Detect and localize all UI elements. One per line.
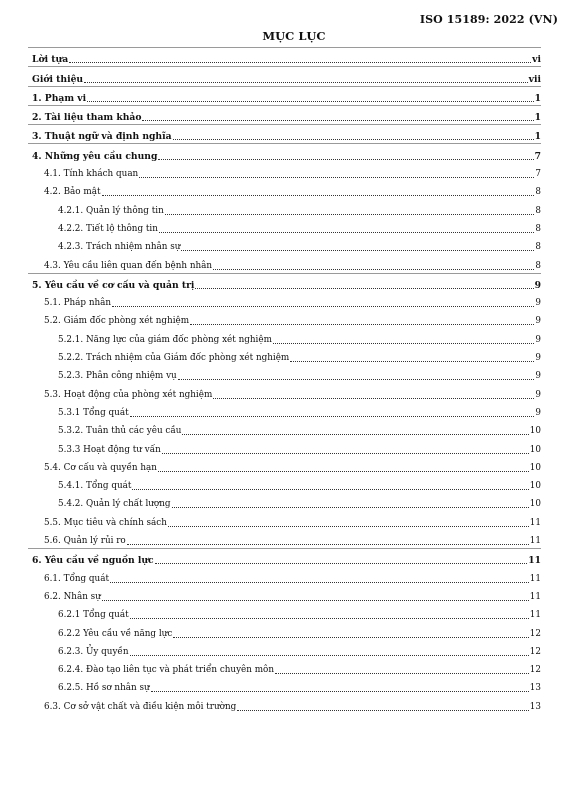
- toc-dot-leader: [142, 120, 533, 121]
- toc-dot-leader: [132, 489, 528, 490]
- toc-entry-label: 5.4.1. Tổng quát: [58, 481, 132, 492]
- toc-entry-page-number: 9: [535, 334, 541, 345]
- toc-entry[interactable]: [28, 383, 541, 401]
- toc-entry-page-number: vii: [528, 73, 541, 85]
- toc-entry[interactable]: [28, 86, 541, 105]
- toc-entry[interactable]: [28, 292, 541, 310]
- toc-entry-page-number: 8: [535, 260, 541, 271]
- toc-entry[interactable]: [28, 659, 541, 677]
- toc-entry[interactable]: [28, 604, 541, 622]
- toc-entry-page-number: 12: [529, 646, 541, 657]
- toc-entry[interactable]: [28, 695, 541, 713]
- toc-dot-leader: [190, 324, 534, 325]
- toc-entry-label: 6.2. Nhân sự: [44, 591, 101, 602]
- toc-entry-page-number: 8: [535, 187, 541, 198]
- toc-dot-leader: [213, 269, 534, 270]
- toc-entry-label: 3. Thuật ngữ và định nghĩa: [32, 131, 172, 143]
- toc-entry-page-number: 10: [529, 426, 541, 437]
- toc-entry[interactable]: [28, 457, 541, 475]
- toc-dot-leader: [159, 232, 534, 233]
- toc-dot-leader: [173, 139, 534, 140]
- toc-entry-label: 4.2.1. Quản lý thông tin: [58, 205, 164, 216]
- toc-entry-page-number: 1: [534, 92, 541, 104]
- toc-entry-label: 4.2. Bảo mật: [44, 187, 101, 198]
- toc-dot-leader: [155, 563, 528, 564]
- toc-entry-page-number: vi: [532, 54, 541, 66]
- toc-entry[interactable]: [28, 530, 541, 548]
- toc-entry-page-number: 1: [534, 112, 541, 124]
- toc-entry-page-number: 8: [535, 205, 541, 216]
- toc-entry[interactable]: [28, 622, 541, 640]
- toc-entry-page-number: 13: [529, 701, 541, 712]
- toc-entry-label: 5.2.1. Năng lực của giám đốc phòng xét nghiệm: [58, 334, 272, 345]
- toc-entry-page-number: 10: [529, 462, 541, 473]
- toc-dot-leader: [173, 637, 529, 638]
- toc-dot-leader: [102, 195, 535, 196]
- toc-dot-leader: [130, 618, 529, 619]
- toc-entry-label: 4.2.3. Trách nhiệm nhân sự: [58, 242, 181, 253]
- toc-entry-label: 6.1. Tổng quát: [44, 573, 110, 584]
- toc-dot-leader: [195, 288, 533, 289]
- toc-entry[interactable]: [28, 677, 541, 695]
- toc-entry-label: Lời tựa: [32, 54, 69, 66]
- toc-entry-label: 5.3. Hoạt động của phòng xét nghiệm: [44, 389, 213, 400]
- toc-entry[interactable]: [28, 181, 541, 199]
- toc-entry-label: 5.6. Quản lý rủi ro: [44, 536, 126, 547]
- toc-entry-page-number: 10: [529, 481, 541, 492]
- toc-entry[interactable]: [28, 475, 541, 493]
- standard-code: ISO 15189: 2022 (VN): [419, 13, 558, 26]
- toc-entry[interactable]: [28, 218, 541, 236]
- toc-dot-leader: [165, 214, 535, 215]
- toc-entry[interactable]: [28, 548, 541, 567]
- toc-entry[interactable]: [28, 310, 541, 328]
- toc-entry-page-number: 12: [529, 665, 541, 676]
- toc-entry-label: 5.3.2. Tuân thủ các yêu cầu: [58, 426, 182, 437]
- toc-dot-leader: [130, 655, 529, 656]
- toc-dot-leader: [151, 691, 529, 692]
- toc-entry-label: 6.2.5. Hồ sơ nhân sự: [58, 683, 150, 694]
- toc-entry[interactable]: [28, 66, 541, 85]
- toc-entry-page-number: 11: [529, 610, 541, 621]
- toc-entry-page-number: 11: [529, 573, 541, 584]
- toc-entry[interactable]: [28, 420, 541, 438]
- toc-entry-page-number: 9: [534, 279, 541, 291]
- toc-dot-leader: [158, 471, 529, 472]
- toc-entry-page-number: 11: [529, 536, 541, 547]
- toc-entry[interactable]: [28, 567, 541, 585]
- toc-entry[interactable]: [28, 347, 541, 365]
- toc-entry[interactable]: [28, 402, 541, 420]
- toc-dot-leader: [178, 379, 535, 380]
- toc-entry-page-number: 9: [535, 371, 541, 382]
- toc-entry-label: 5.4. Cơ cấu và quyền hạn: [44, 462, 157, 473]
- toc-entry-page-number: 1: [534, 131, 541, 143]
- toc-entry-label: 1. Phạm vi: [32, 92, 87, 104]
- toc-entry[interactable]: [28, 199, 541, 217]
- toc-entry-label: 6.3. Cơ sở vật chất và điều kiện môi trường: [44, 701, 237, 712]
- toc-entry-label: 6.2.3. Ủy quyền: [58, 646, 129, 657]
- toc-dot-leader: [158, 159, 533, 160]
- toc-entry-label: 5.3.3 Hoạt động tư vấn: [58, 444, 161, 455]
- toc-entry[interactable]: [28, 47, 541, 66]
- toc-entry-page-number: 12: [529, 628, 541, 639]
- toc-entry[interactable]: [28, 365, 541, 383]
- toc-entry-page-number: 11: [529, 591, 541, 602]
- toc-entry[interactable]: [28, 124, 541, 143]
- toc-entry-label: 4.1. Tính khách quan: [44, 169, 139, 180]
- toc-entry[interactable]: [28, 105, 541, 124]
- toc-entry-page-number: 7: [534, 150, 541, 162]
- toc-entry-label: Giới thiệu: [32, 73, 84, 85]
- toc-entry-page-number: 10: [529, 444, 541, 455]
- toc-entry[interactable]: [28, 438, 541, 456]
- toc-entry-label: 6. Yêu cầu về nguồn lực: [32, 555, 154, 567]
- toc-entry-page-number: 9: [535, 389, 541, 400]
- toc-dot-leader: [102, 600, 529, 601]
- toc-entry-label: 5.5. Mục tiêu và chính sách: [44, 517, 167, 528]
- toc-entry-page-number: 11: [529, 517, 541, 528]
- toc-dot-leader: [172, 507, 529, 508]
- toc-entry-page-number: 8: [535, 223, 541, 234]
- toc-dot-leader: [162, 453, 529, 454]
- toc-entry-label: 6.2.1 Tổng quát: [58, 610, 129, 621]
- toc-entry-label: 6.2.4. Đào tạo liên tục và phát triển chuyên môn: [58, 665, 275, 676]
- toc-entry[interactable]: [28, 328, 541, 346]
- toc-entry-label: 5. Yêu cầu về cơ cấu và quản trị: [32, 279, 195, 291]
- toc-entry[interactable]: [28, 143, 541, 162]
- table-of-contents: [28, 47, 541, 714]
- toc-entry-label: 5.2. Giám đốc phòng xét nghiệm: [44, 316, 190, 327]
- toc-entry-page-number: 9: [535, 298, 541, 309]
- toc-dot-leader: [181, 250, 534, 251]
- toc-entry-page-number: 9: [535, 316, 541, 327]
- toc-entry-label: 5.3.1 Tổng quát: [58, 407, 129, 418]
- toc-dot-leader: [84, 82, 528, 83]
- toc-dot-leader: [168, 526, 529, 527]
- page-title: MỤC LỤC: [262, 29, 326, 43]
- toc-entry-label: 4.2.2. Tiết lộ thông tin: [58, 223, 158, 234]
- toc-entry-label: 4.3. Yêu cầu liên quan đến bệnh nhân: [44, 260, 213, 271]
- toc-dot-leader: [273, 343, 534, 344]
- toc-entry[interactable]: [28, 254, 541, 272]
- toc-dot-leader: [127, 544, 529, 545]
- toc-entry[interactable]: [28, 236, 541, 254]
- toc-dot-leader: [69, 62, 531, 63]
- toc-entry-page-number: 8: [535, 242, 541, 253]
- toc-dot-leader: [275, 673, 529, 674]
- toc-entry[interactable]: [28, 163, 541, 181]
- toc-entry[interactable]: [28, 511, 541, 529]
- toc-dot-leader: [182, 434, 528, 435]
- toc-entry-page-number: 7: [535, 169, 541, 180]
- toc-entry-page-number: 10: [529, 499, 541, 510]
- toc-dot-leader: [130, 416, 535, 417]
- toc-entry-page-number: 9: [535, 353, 541, 364]
- toc-entry-label: 5.4.2. Quản lý chất lượng: [58, 499, 171, 510]
- toc-dot-leader: [237, 710, 529, 711]
- toc-dot-leader: [213, 398, 534, 399]
- toc-entry-label: 6.2.2 Yêu cầu về năng lực: [58, 628, 173, 639]
- toc-entry[interactable]: [28, 273, 541, 292]
- toc-entry-label: 4. Những yêu cầu chung: [32, 150, 158, 162]
- toc-entry-label: 5.2.3. Phân công nhiệm vụ: [58, 371, 177, 382]
- toc-dot-leader: [290, 361, 534, 362]
- toc-entry-label: 5.2.2. Trách nhiệm của Giám đốc phòng xét nghiệm: [58, 353, 290, 364]
- toc-entry[interactable]: [28, 641, 541, 659]
- toc-entry-label: 2. Tài liệu tham khảo: [32, 112, 142, 124]
- toc-entry-page-number: 11: [528, 555, 541, 567]
- toc-entry-page-number: 9: [535, 407, 541, 418]
- toc-entry-page-number: 13: [529, 683, 541, 694]
- toc-dot-leader: [87, 101, 534, 102]
- toc-entry[interactable]: [28, 493, 541, 511]
- toc-dot-leader: [139, 177, 534, 178]
- toc-dot-leader: [112, 306, 534, 307]
- toc-entry-label: 5.1. Pháp nhân: [44, 298, 112, 309]
- toc-entry[interactable]: [28, 586, 541, 604]
- toc-dot-leader: [110, 582, 529, 583]
